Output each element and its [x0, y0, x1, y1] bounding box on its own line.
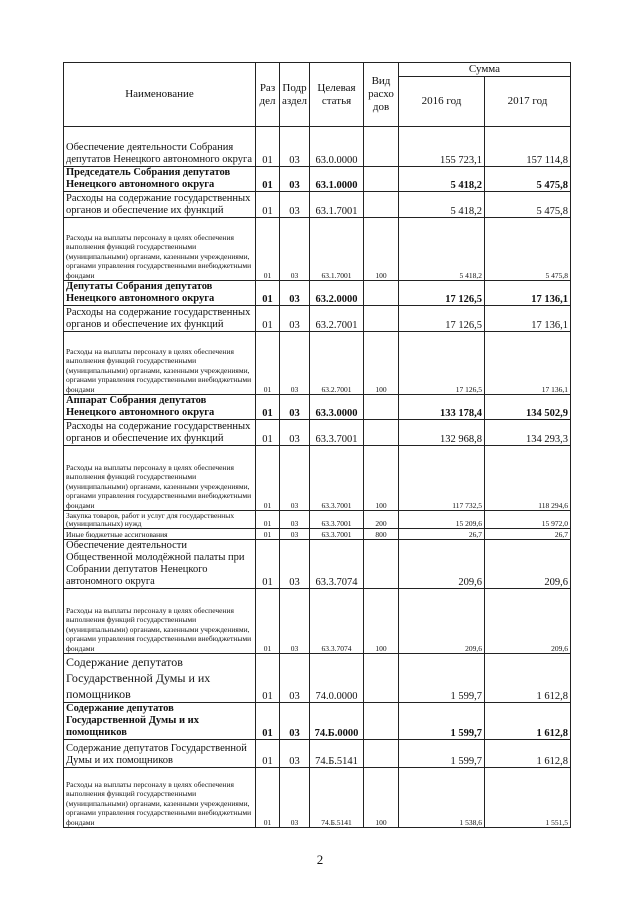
cell-podrazdel: 03 [280, 511, 310, 529]
table-row [64, 589, 571, 654]
cell-target: 63.3.7001 [310, 446, 364, 511]
cell-razdel: 01 [256, 703, 280, 740]
cell-target: 63.3.7001 [310, 420, 364, 446]
cell-target: 74.Б.0000 [310, 703, 364, 740]
cell-podrazdel: 03 [280, 332, 310, 395]
cell-y2016: 133 178,4 [399, 395, 485, 420]
table-row [64, 332, 571, 395]
header-year-2016: 2016 год [399, 77, 485, 127]
cell-y2016: 5 418,2 [399, 192, 485, 218]
header-vid: Вид расхо дов [364, 63, 399, 127]
cell-y2016: 5 418,2 [399, 218, 485, 281]
cell-vid: 100 [364, 332, 399, 395]
cell-podrazdel: 03 [280, 654, 310, 703]
cell-podrazdel: 03 [280, 703, 310, 740]
cell-target: 63.2.7001 [310, 306, 364, 332]
cell-razdel: 01 [256, 768, 280, 828]
cell-razdel: 01 [256, 529, 280, 540]
cell-vid: 800 [364, 529, 399, 540]
cell-name: Расходы на содержание государственных органов и обеспечение их функций [64, 420, 256, 446]
cell-razdel: 01 [256, 511, 280, 529]
page-number: 2 [316, 852, 324, 867]
cell-razdel: 01 [256, 740, 280, 768]
cell-name: Депутаты Собрания депутатов Ненецкого автономного округа [64, 281, 256, 306]
cell-vid [364, 167, 399, 192]
cell-razdel: 01 [256, 192, 280, 218]
cell-vid [364, 654, 399, 703]
cell-vid: 100 [364, 218, 399, 281]
header-name: Наименование [64, 63, 256, 127]
cell-y2017: 209,6 [485, 589, 571, 654]
cell-y2016: 155 723,1 [399, 127, 485, 167]
header-podrazdel: Подр аздел [280, 63, 310, 127]
table-row [64, 281, 571, 306]
cell-vid [364, 540, 399, 589]
table-row [64, 192, 571, 218]
cell-podrazdel: 03 [280, 740, 310, 768]
cell-y2017: 157 114,8 [485, 127, 571, 167]
cell-razdel: 01 [256, 395, 280, 420]
cell-y2016: 1 599,7 [399, 654, 485, 703]
cell-podrazdel: 03 [280, 167, 310, 192]
table-row [64, 540, 571, 589]
cell-y2017: 209,6 [485, 540, 571, 589]
cell-name: Содержание депутатов Государственной Думы и их помощников [64, 654, 256, 703]
cell-vid [364, 192, 399, 218]
cell-y2017: 1 612,8 [485, 740, 571, 768]
cell-y2016: 17 126,5 [399, 332, 485, 395]
cell-podrazdel: 03 [280, 446, 310, 511]
table-row [64, 654, 571, 703]
table-row [64, 218, 571, 281]
cell-name: Расходы на выплаты персоналу в целях обеспечения выполнения функций государственными (муниципальными) органами, казенными учреждениями, органами управления государственными внебюджетными фондами [64, 332, 256, 395]
cell-target: 63.3.0000 [310, 395, 364, 420]
cell-target: 63.3.7001 [310, 511, 364, 529]
cell-name: Расходы на содержание государственных органов и обеспечение их функций [64, 192, 256, 218]
cell-podrazdel: 03 [280, 127, 310, 167]
cell-vid: 100 [364, 589, 399, 654]
cell-podrazdel: 03 [280, 395, 310, 420]
budget-table [63, 62, 571, 828]
cell-target: 74.0.0000 [310, 654, 364, 703]
cell-razdel: 01 [256, 332, 280, 395]
cell-razdel: 01 [256, 127, 280, 167]
cell-y2017: 134 293,3 [485, 420, 571, 446]
cell-podrazdel: 03 [280, 768, 310, 828]
cell-razdel: 01 [256, 654, 280, 703]
table-row [64, 703, 571, 740]
cell-target: 74.Б.5141 [310, 768, 364, 828]
cell-podrazdel: 03 [280, 218, 310, 281]
cell-name: Расходы на выплаты персоналу в целях обеспечения выполнения функций государственными (муниципальными) органами, казенными учреждениями, органами управления государственными внебюджетными фондами [64, 446, 256, 511]
cell-vid: 200 [364, 511, 399, 529]
cell-podrazdel: 03 [280, 529, 310, 540]
cell-y2016: 1 599,7 [399, 703, 485, 740]
cell-podrazdel: 03 [280, 306, 310, 332]
cell-razdel: 01 [256, 167, 280, 192]
table-row [64, 306, 571, 332]
cell-target: 74.Б.5141 [310, 740, 364, 768]
cell-target: 63.2.7001 [310, 332, 364, 395]
cell-y2016: 209,6 [399, 540, 485, 589]
cell-podrazdel: 03 [280, 540, 310, 589]
cell-y2017: 1 612,8 [485, 654, 571, 703]
cell-y2016: 132 968,8 [399, 420, 485, 446]
cell-razdel: 01 [256, 446, 280, 511]
table-row [64, 511, 571, 529]
cell-razdel: 01 [256, 420, 280, 446]
cell-target: 63.1.0000 [310, 167, 364, 192]
cell-vid [364, 395, 399, 420]
cell-target: 63.2.0000 [310, 281, 364, 306]
cell-target: 63.1.7001 [310, 218, 364, 281]
cell-target: 63.3.7074 [310, 589, 364, 654]
cell-y2016: 26,7 [399, 529, 485, 540]
cell-y2017: 5 475,8 [485, 167, 571, 192]
cell-vid [364, 740, 399, 768]
cell-y2017: 5 475,8 [485, 218, 571, 281]
cell-name: Содержание депутатов Государственной Думы и их помощников [64, 740, 256, 768]
table-row [64, 395, 571, 420]
cell-razdel: 01 [256, 540, 280, 589]
cell-name: Иные бюджетные ассигнования [64, 529, 256, 540]
cell-vid: 100 [364, 446, 399, 511]
cell-target: 63.3.7001 [310, 529, 364, 540]
cell-name: Председатель Собрания депутатов Ненецкого автономного округа [64, 167, 256, 192]
cell-razdel: 01 [256, 589, 280, 654]
cell-y2016: 1 538,6 [399, 768, 485, 828]
cell-vid [364, 281, 399, 306]
cell-y2017: 1 612,8 [485, 703, 571, 740]
cell-name: Закупка товаров, работ и услуг для государственных (муниципальных) нужд [64, 511, 256, 529]
cell-name: Расходы на выплаты персоналу в целях обеспечения выполнения функций государственными (муниципальными) органами, казенными учреждениями, органами управления государственными внебюджетными фондами [64, 768, 256, 828]
cell-name: Расходы на выплаты персоналу в целях обеспечения выполнения функций государственными (муниципальными) органами, казенными учреждениями, органами управления государственными внебюджетными фондами [64, 218, 256, 281]
cell-y2016: 15 209,6 [399, 511, 485, 529]
cell-y2016: 209,6 [399, 589, 485, 654]
cell-y2017: 17 136,1 [485, 306, 571, 332]
cell-vid [364, 306, 399, 332]
table-row [64, 167, 571, 192]
cell-y2017: 5 475,8 [485, 192, 571, 218]
cell-y2017: 26,7 [485, 529, 571, 540]
cell-name: Расходы на выплаты персоналу в целях обеспечения выполнения функций государственными (муниципальными) органами, казенными учреждениями, органами управления государственными внебюджетными фондами [64, 589, 256, 654]
table-row [64, 740, 571, 768]
cell-y2017: 15 972,0 [485, 511, 571, 529]
cell-y2016: 5 418,2 [399, 167, 485, 192]
cell-y2017: 17 136,1 [485, 332, 571, 395]
cell-podrazdel: 03 [280, 281, 310, 306]
cell-vid [364, 703, 399, 740]
table-row [64, 768, 571, 828]
cell-podrazdel: 03 [280, 420, 310, 446]
cell-name: Аппарат Собрания депутатов Ненецкого автономного округа [64, 395, 256, 420]
cell-name: Обеспечение деятельности Общественной молодёжной палаты при Собрании депутатов Ненецкого автономного округа [64, 540, 256, 589]
cell-podrazdel: 03 [280, 192, 310, 218]
cell-name: Расходы на содержание государственных органов и обеспечение их функций [64, 306, 256, 332]
cell-vid: 100 [364, 768, 399, 828]
cell-y2017: 118 294,6 [485, 446, 571, 511]
cell-razdel: 01 [256, 218, 280, 281]
cell-y2017: 134 502,9 [485, 395, 571, 420]
cell-target: 63.0.0000 [310, 127, 364, 167]
table-row [64, 420, 571, 446]
cell-y2016: 117 732,5 [399, 446, 485, 511]
header-year-2017: 2017 год [485, 77, 571, 127]
cell-razdel: 01 [256, 306, 280, 332]
cell-target: 63.1.7001 [310, 192, 364, 218]
cell-name: Содержание депутатов Государственной Думы и их помощников [64, 703, 256, 740]
cell-vid [364, 127, 399, 167]
cell-name: Обеспечение деятельности Собрания депутатов Ненецкого автономного округа [64, 127, 256, 167]
cell-y2016: 17 126,5 [399, 306, 485, 332]
cell-target: 63.3.7074 [310, 540, 364, 589]
cell-y2016: 1 599,7 [399, 740, 485, 768]
cell-y2017: 1 551,5 [485, 768, 571, 828]
header-target: Целевая статья [310, 63, 364, 127]
header-summa: Сумма [399, 63, 571, 77]
cell-y2016: 17 126,5 [399, 281, 485, 306]
table-row [64, 446, 571, 511]
cell-razdel: 01 [256, 281, 280, 306]
table-row [64, 127, 571, 167]
cell-y2017: 17 136,1 [485, 281, 571, 306]
header-razdel: Раз дел [256, 63, 280, 127]
cell-vid [364, 420, 399, 446]
table-row [64, 529, 571, 540]
cell-podrazdel: 03 [280, 589, 310, 654]
